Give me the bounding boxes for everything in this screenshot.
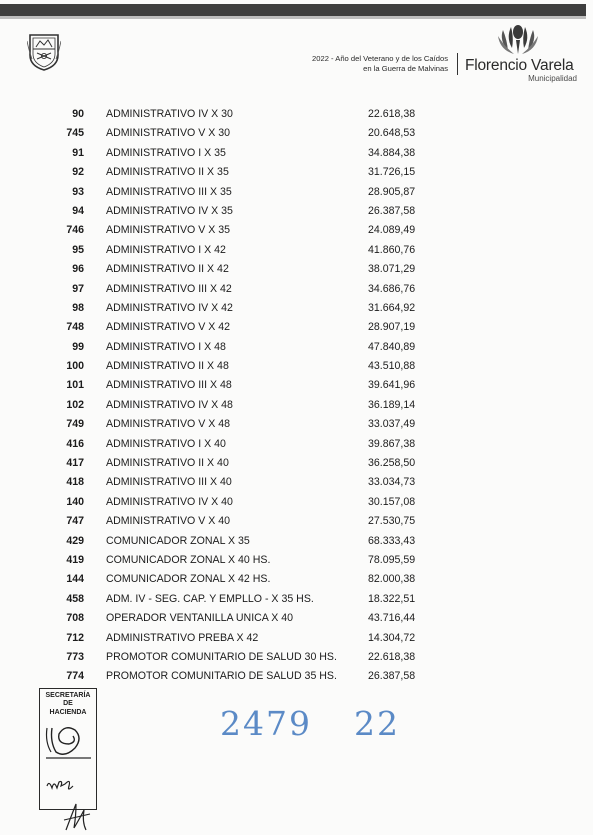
- table-row: [0, 591, 593, 610]
- row-amount: 31.726,15: [368, 166, 416, 179]
- row-amount: 33.037,49: [368, 418, 416, 431]
- row-amount: 26.387,58: [368, 670, 416, 683]
- row-description: ADMINISTRATIVO III X 35: [106, 185, 232, 198]
- table-row: [0, 125, 593, 144]
- table-row: [0, 630, 593, 649]
- row-code: 417: [66, 457, 84, 470]
- table-row: [0, 222, 593, 241]
- row-amount: 43.510,88: [368, 360, 416, 373]
- motto-line-1: 2022 - Año del Veterano y de los Caídos: [312, 54, 448, 63]
- row-amount: 38.071,29: [368, 263, 416, 276]
- row-code: 102: [66, 398, 84, 411]
- scan-top-edge: [0, 4, 586, 16]
- row-code: 97: [72, 282, 84, 295]
- row-amount: 27.530,75: [368, 515, 416, 528]
- municipal-crest-icon: [27, 31, 61, 71]
- row-description: ADMINISTRATIVO I X 42: [106, 243, 226, 256]
- secretaria-hacienda-seal: [39, 688, 97, 810]
- table-row: [0, 513, 593, 532]
- row-description: COMUNICADOR ZONAL X 35: [106, 534, 250, 547]
- row-code: 748: [66, 321, 84, 334]
- row-amount: 28.905,87: [368, 185, 416, 198]
- table-row: [0, 436, 593, 455]
- row-description: ADMINISTRATIVO I X 40: [106, 437, 226, 450]
- table-row: [0, 377, 593, 396]
- row-description: ADMINISTRATIVO II X 42: [106, 263, 229, 276]
- row-amount: 36.258,50: [368, 457, 416, 470]
- table-row: [0, 552, 593, 571]
- table-row: [0, 571, 593, 590]
- row-code: 746: [66, 224, 84, 237]
- row-amount: 68.333,43: [368, 534, 416, 547]
- stamp-year: 22: [354, 704, 400, 743]
- row-description: ADMINISTRATIVO IV X 40: [106, 495, 233, 508]
- seal-line-3: HACIENDA: [49, 708, 87, 716]
- row-code: 95: [72, 243, 84, 256]
- table-row: [0, 610, 593, 629]
- row-code: 747: [66, 515, 84, 528]
- row-description: ADMINISTRATIVO II X 48: [106, 360, 229, 373]
- row-description: ADMINISTRATIVO IV X 42: [106, 301, 233, 314]
- row-description: ADMINISTRATIVO II X 35: [106, 166, 229, 179]
- table-row: [0, 184, 593, 203]
- row-amount: 82.000,38: [368, 573, 416, 586]
- row-amount: 24.089,49: [368, 224, 416, 237]
- bottom-signature-icon: [62, 800, 92, 832]
- row-description: COMUNICADOR ZONAL X 40 HS.: [106, 553, 271, 566]
- row-code: 96: [72, 263, 84, 276]
- row-description: ADMINISTRATIVO V X 30: [106, 127, 231, 140]
- table-row: [0, 494, 593, 513]
- row-description: ADMINISTRATIVO PREBA X 42: [106, 631, 259, 644]
- table-row: [0, 242, 593, 261]
- row-code: 419: [66, 553, 84, 566]
- table-row: [0, 397, 593, 416]
- row-amount: 33.034,73: [368, 476, 416, 489]
- row-code: 418: [66, 476, 84, 489]
- row-amount: 22.618,38: [368, 650, 416, 663]
- table-row: [0, 668, 593, 687]
- row-code: 773: [66, 650, 84, 663]
- row-amount: 39.641,96: [368, 379, 416, 392]
- row-code: 93: [72, 185, 84, 198]
- row-description: ADMINISTRATIVO V X 35: [106, 224, 231, 237]
- row-description: ADMINISTRATIVO I X 35: [106, 146, 226, 159]
- row-description: OPERADOR VENTANILLA UNICA X 40: [106, 612, 294, 625]
- seal-line-1: SECRETARÍA: [45, 692, 91, 699]
- table-row: [0, 261, 593, 280]
- table-row: [0, 145, 593, 164]
- row-amount: 43.716,44: [368, 612, 416, 625]
- row-code: 745: [66, 127, 84, 140]
- row-description: ADMINISTRATIVO IV X 35: [106, 204, 233, 217]
- table-row: [0, 281, 593, 300]
- row-code: 749: [66, 418, 84, 431]
- table-row: [0, 416, 593, 435]
- row-amount: 20.648,53: [368, 127, 416, 140]
- row-description: ADMINISTRATIVO I X 48: [106, 340, 226, 353]
- row-description: ADMINISTRATIVO V X 40: [106, 515, 231, 528]
- handwritten-signature-icon: [43, 722, 93, 808]
- table-row: [0, 455, 593, 474]
- header-divider: [457, 53, 458, 75]
- row-description: ADMINISTRATIVO V X 48: [106, 418, 231, 431]
- table-row: [0, 339, 593, 358]
- seal-text: [40, 692, 96, 717]
- row-code: 429: [66, 534, 84, 547]
- salary-table: [0, 106, 593, 688]
- table-row: [0, 533, 593, 552]
- row-code: 90: [72, 108, 84, 120]
- florencio-varela-logo-icon: [494, 24, 542, 56]
- row-amount: 30.157,08: [368, 495, 416, 508]
- row-code: 91: [72, 146, 84, 159]
- motto-line-2: en la Guerra de Malvinas: [363, 64, 448, 73]
- row-amount: 18.322,51: [368, 592, 416, 605]
- row-amount: 31.664,92: [368, 301, 416, 314]
- row-code: 98: [72, 301, 84, 314]
- row-code: 144: [66, 573, 84, 586]
- table-row: [0, 649, 593, 668]
- row-description: ADMINISTRATIVO V X 42: [106, 321, 231, 334]
- logo-subtitle: Municipalidad: [528, 74, 577, 83]
- table-row: [0, 319, 593, 338]
- row-description: ADM. IV - SEG. CAP. Y EMPLLO - X 35 HS.: [106, 592, 314, 605]
- row-description: ADMINISTRATIVO II X 40: [106, 457, 229, 470]
- row-amount: 34.686,76: [368, 282, 416, 295]
- row-description: COMUNICADOR ZONAL X 42 HS.: [106, 573, 271, 586]
- row-amount: 39.867,38: [368, 437, 416, 450]
- scan-top-shadow: [0, 16, 586, 19]
- table-row: [0, 358, 593, 377]
- row-description: ADMINISTRATIVO IV X 48: [106, 398, 233, 411]
- row-code: 101: [66, 379, 84, 392]
- row-amount: 26.387,58: [368, 204, 416, 217]
- row-code: 94: [72, 204, 84, 217]
- row-code: 92: [72, 166, 84, 179]
- table-row: [0, 474, 593, 493]
- stamp-number: 2479: [220, 704, 312, 743]
- row-amount: 36.189,14: [368, 398, 416, 411]
- row-description: PROMOTOR COMUNITARIO DE SALUD 35 HS.: [106, 670, 337, 683]
- row-amount: 78.095,59: [368, 553, 416, 566]
- row-code: 712: [66, 631, 84, 644]
- row-code: 100: [66, 360, 84, 373]
- row-code: 774: [66, 670, 84, 683]
- row-code: 458: [66, 592, 84, 605]
- logo-name: Florencio Varela: [465, 57, 574, 74]
- table-row: [0, 106, 593, 125]
- table-row: [0, 203, 593, 222]
- table-row: [0, 164, 593, 183]
- row-amount: 22.618,38: [368, 108, 416, 120]
- table-row: [0, 300, 593, 319]
- row-amount: 41.860,76: [368, 243, 416, 256]
- row-description: ADMINISTRATIVO IV X 30: [106, 108, 233, 120]
- row-amount: 47.840,89: [368, 340, 416, 353]
- row-code: 708: [66, 612, 84, 625]
- row-code: 99: [72, 340, 84, 353]
- row-description: ADMINISTRATIVO III X 42: [106, 282, 232, 295]
- row-description: ADMINISTRATIVO III X 48: [106, 379, 232, 392]
- row-code: 140: [66, 495, 84, 508]
- row-description: PROMOTOR COMUNITARIO DE SALUD 30 HS.: [106, 650, 337, 663]
- row-description: ADMINISTRATIVO III X 40: [106, 476, 232, 489]
- row-amount: 28.907,19: [368, 321, 416, 334]
- row-amount: 34.884,38: [368, 146, 416, 159]
- row-code: 416: [66, 437, 84, 450]
- year-motto: [200, 54, 448, 74]
- row-amount: 14.304,72: [368, 631, 416, 644]
- seal-line-2: DE: [63, 700, 73, 708]
